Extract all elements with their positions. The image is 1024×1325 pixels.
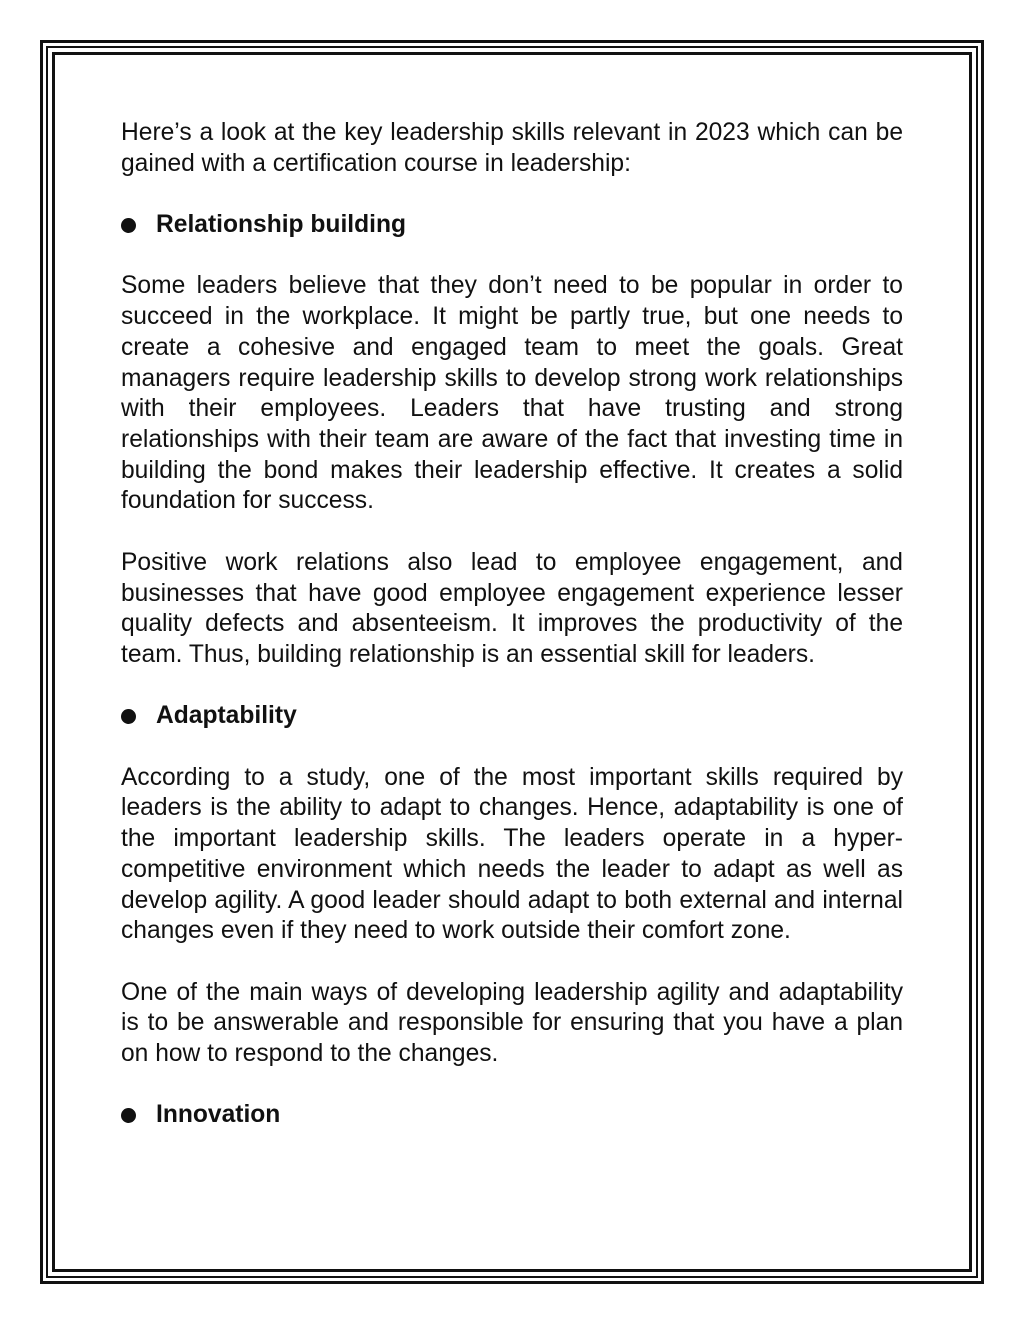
bullet-dot-icon [121,218,136,233]
section-heading-label: Adaptability [156,702,297,730]
section-heading-label: Relationship building [156,211,407,239]
section-heading-innovation [121,1100,903,1131]
section-heading-relationship-building [121,210,903,241]
bullet-dot-icon [121,1108,136,1123]
paragraph: Some leaders believe that they don’t need to be popular in order to succeed in the workplace. It might be partly true, but one needs to create a cohesive and engaged team to meet the goals. Great managers require leadership skills to develop strong work relationships with their employees. Leaders that have trusting and strong relationships with their team are aware of the fact that investing time in building the bond makes their leadership effective. It creates a solid foundation for success. [121,272,903,515]
paragraph: One of the main ways of developing leadership agility and adaptability is to be answerable and responsible for ensuring that you have a plan on how to respond to the changes. [121,978,903,1067]
paragraph: According to a study, one of the most important skills required by leaders is the ability to adapt to changes. Hence, adaptability is one of the important leadership skills. The leaders operate in a hyper-competitive environment which needs the leader to adapt as well as develop agility. A good leader should adapt to both external and internal changes even if they need to work outside their comfort zone. [121,763,903,945]
document-body [121,118,903,1162]
section-heading-label: Innovation [156,1101,281,1129]
bullet-dot-icon [121,709,136,724]
intro-paragraph: Here’s a look at the key leadership skills relevant in 2023 which can be gained with a certification course in leadership: [121,119,903,177]
paragraph: Positive work relations also lead to employee engagement, and businesses that have good employee engagement experience lesser quality defects and absenteeism. It improves the productivity of the team. Thus, building relationship is an essential skill for leaders. [121,548,903,668]
section-heading-adaptability [121,701,903,732]
